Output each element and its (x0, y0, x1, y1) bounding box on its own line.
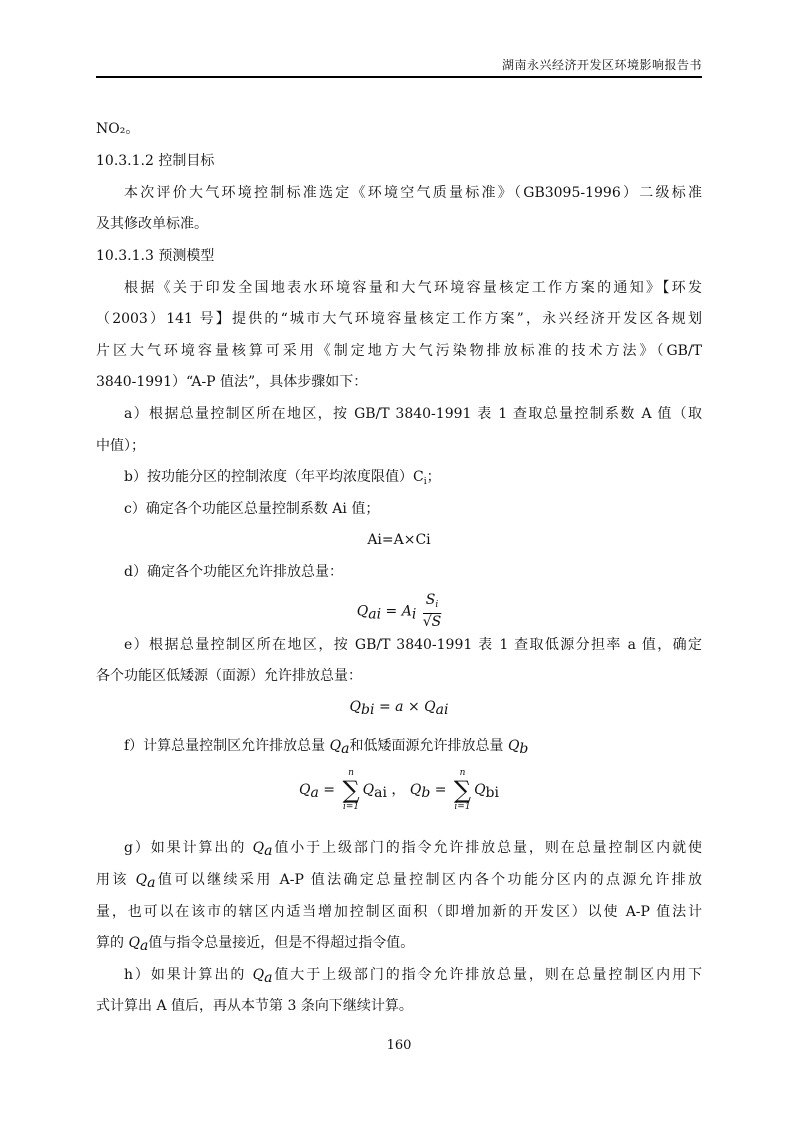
math-sub: bi (485, 785, 499, 801)
paragraph-line: 及其修改单标准。 (96, 216, 208, 232)
paragraph-line: 3840-1991）“A-P 值法”，具体步骤如下： (96, 374, 368, 390)
text: 值大于上级部门的指令允许排放总量，则在总量控制区内用下 (272, 967, 702, 983)
equation-qbi (96, 697, 702, 720)
math-sub: i (411, 606, 417, 623)
equation-sums (96, 760, 702, 823)
math-sub: a (341, 741, 350, 757)
math-sub: i (435, 600, 439, 610)
math-s: S (431, 614, 442, 630)
step-g-line (124, 838, 702, 861)
header-rule (96, 76, 702, 78)
math-sub: a (310, 785, 319, 801)
sigma-sign: ∑ (453, 776, 472, 804)
text: 值可以继续采用 A-P 值法确定总量控制区内各个功能分区内的点源允许排放 (155, 872, 702, 888)
text: 用该 (96, 872, 136, 888)
paragraph-line: （2003）141 号】提供的“城市大气环境容量核定工作方案”，永兴经济开发区各规划 (96, 311, 702, 327)
math-eq: = (323, 782, 336, 798)
paragraph-line: 根据《关于印发全国地表水环境容量和大气环境容量核定工作方案的通知》【环发 (124, 280, 702, 296)
step-h-line (124, 965, 702, 988)
sum-lower: i=1 (342, 802, 360, 812)
section-heading: 10.3.1.3 预测模型 (96, 248, 215, 264)
math-sub: bi (361, 702, 375, 718)
sum-lower: i=1 (454, 802, 471, 812)
page-number: 160 (386, 1038, 412, 1053)
step-b-line (124, 467, 702, 492)
section-heading: 10.3.1.2 控制目标 (96, 153, 215, 169)
step-d-line: d）确定各个功能区允许排放总量： (124, 564, 343, 580)
math-q: Q (329, 738, 342, 754)
step-g-line (96, 870, 702, 893)
math-q: Q (135, 872, 148, 888)
step-h-line: 式计算出 A 值后，再从本节第 3 条向下继续计算。 (96, 998, 413, 1014)
math-q: Q (424, 699, 436, 715)
equation-ai: Ai=A×Ci (367, 532, 431, 548)
text: h）如果计算出的 (124, 967, 253, 983)
math-sub: a (147, 875, 156, 891)
math-sub: b (519, 741, 529, 757)
step-a-line: a）根据总量控制区所在地区，按 GB/T 3840-1991 表 1 查取总量控制系数 A 值（取 (124, 406, 702, 422)
text: 和低矮面源允许排放总量 (349, 738, 508, 754)
math-sub: ai (368, 606, 382, 623)
paragraph-line: 片区大气环境容量核算可采用《制定地方大气污染物排放标准的技术方法》（GB/T (96, 343, 702, 359)
math-sub: b (421, 785, 431, 801)
math-q: Q (349, 699, 362, 715)
math-sub: a (139, 938, 149, 954)
math-q: Q (409, 782, 422, 798)
math-q: Q (507, 738, 520, 754)
math-sub: ai (435, 702, 449, 718)
text: 值小于上级部门的指令允许排放总量，则在总量控制区内就使 (272, 840, 703, 856)
step-g-line: 量，也可以在该市的辖区内适当增加控制区面积（即增加新的开发区）以使 A-P 值法计 (96, 904, 702, 920)
subscript: i (423, 477, 427, 487)
step-e-line: e）根据总量控制区所在地区，按 GB/T 3840-1991 表 1 查取低源分担率 a 值，确定 (124, 637, 702, 653)
math-sub: ai (374, 785, 387, 801)
separator: ， (391, 782, 406, 798)
text: 算的 (96, 935, 129, 951)
math-q: Q (298, 782, 311, 798)
math-a: A (401, 603, 412, 620)
step-c-line: c）确定各个功能区总量控制系数 Ai 值； (124, 501, 380, 517)
math-eq: = (378, 699, 391, 715)
text: g）如果计算出的 (124, 840, 253, 856)
equation-qai (96, 592, 702, 632)
math-eq: = (434, 782, 447, 798)
sum-upper: n (348, 768, 354, 778)
math-q: Q (356, 603, 369, 620)
denominator (423, 614, 442, 631)
step-f-line (124, 736, 702, 759)
running-header: 湖南永兴经济开发区环境影响报告书 (501, 58, 702, 72)
math-q: Q (252, 840, 265, 856)
paragraph-line: 本次评价大气环境控制标准选定《环境空气质量标准》（GB3095-1996）二级标准 (124, 185, 702, 201)
text: ； (426, 469, 441, 485)
summation (454, 768, 471, 812)
math-sub: a (264, 843, 273, 859)
sigma-sign: ∑ (342, 776, 360, 804)
numerator (423, 592, 442, 614)
math-q: Q (362, 782, 375, 798)
text: 值与指令总量接近，但是不得超过指令值。 (148, 935, 415, 951)
fraction (423, 592, 442, 631)
sum-upper: n (459, 768, 466, 778)
summation (342, 768, 359, 812)
step-g-line (96, 933, 702, 956)
paragraph-line: NO₂。 (96, 121, 140, 137)
text: f）计算总量控制区允许排放总量 (124, 738, 330, 754)
math-q: Q (128, 935, 140, 951)
math-q: Q (252, 967, 265, 983)
step-e-line: 各个功能区低矮源（面源）允许排放总量： (96, 668, 362, 684)
math-sub: a (264, 970, 273, 986)
sqrt-sign: √ (422, 614, 432, 630)
math-a-lower: a (395, 699, 404, 715)
step-a-line: 中值）； (96, 438, 145, 454)
math-q: Q (474, 782, 486, 798)
text: b）按功能分区的控制浓度（年平均浓度限值）C (124, 469, 424, 485)
math-times: × (407, 699, 420, 715)
math-s: S (425, 592, 436, 608)
math-eq: = (385, 603, 398, 620)
